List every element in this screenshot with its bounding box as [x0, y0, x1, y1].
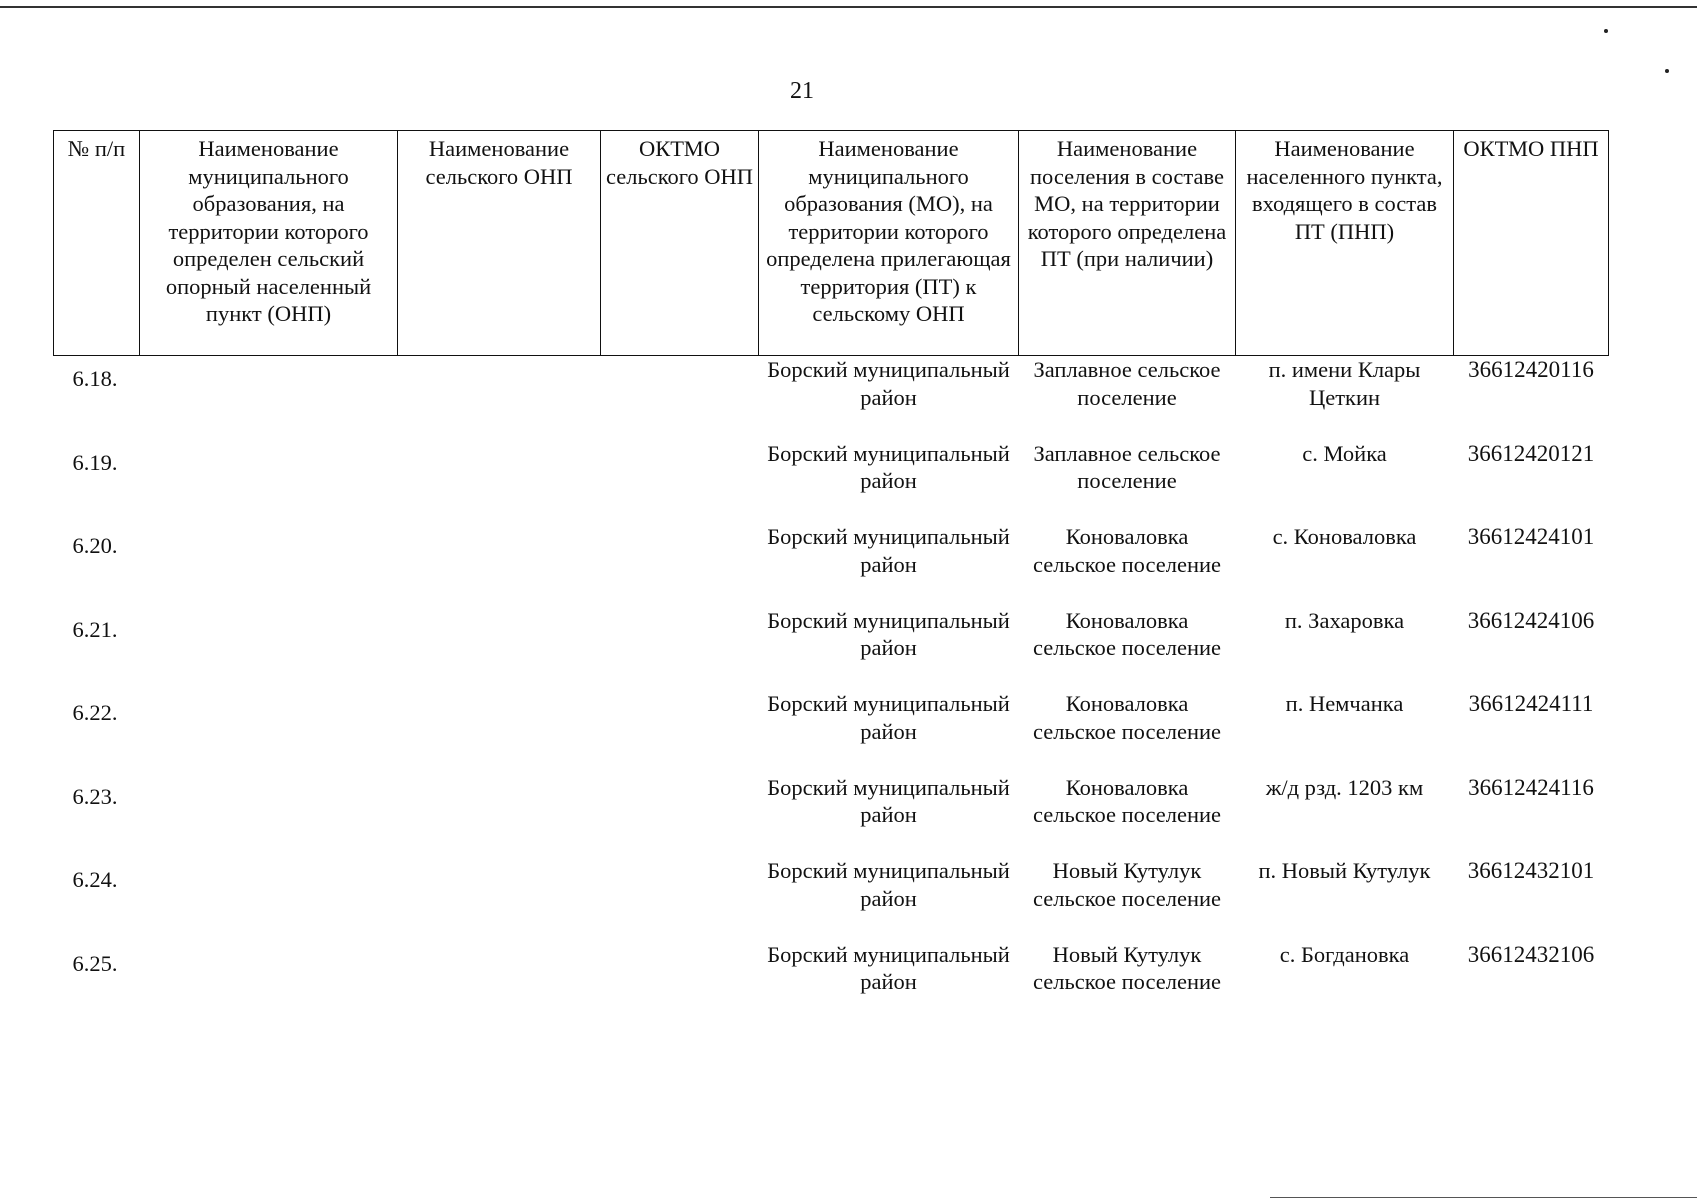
table-row — [54, 690, 1609, 774]
scan-speck — [1604, 29, 1608, 33]
table-header — [54, 131, 1609, 356]
cell-municipality-pt: Борский муниципальный район — [767, 607, 1010, 660]
cell-oktmo-pnp: 36612424116 — [1468, 774, 1594, 800]
cell-oktmo-pnp: 36612424101 — [1467, 524, 1595, 549]
cell-municipality — [140, 523, 398, 607]
cell-oktmo-onp — [601, 607, 759, 691]
cell-oktmo-pnp: 36612420121 — [1467, 440, 1595, 466]
header-oktmo-pnp: ОКТМО ПНП — [1454, 131, 1609, 356]
cell-num: 6.23. — [72, 783, 118, 809]
table-row — [54, 607, 1609, 691]
cell-settlement: Коноваловка сельское поселение — [1032, 524, 1222, 577]
cell-pnp-name: п. Немчанка — [1285, 691, 1404, 716]
cell-pnp-name: ж/д рзд. 1203 км — [1265, 774, 1424, 800]
header-municipality: Наименование муниципального образования, на территории которого определен сельский опорный населенный пункт (ОНП) — [140, 131, 398, 356]
header-num: № п/п — [54, 131, 140, 356]
cell-settlement: Новый Кутулук сельское поселение — [1032, 941, 1222, 994]
header-settlement: Наименование поселения в составе МО, на территории которого определена ПТ (при наличии) — [1019, 131, 1236, 356]
cell-oktmo-pnp: 36612420116 — [1468, 357, 1594, 382]
header-pnp-name: Наименование населенного пункта, входящего в состав ПТ (ПНП) — [1236, 131, 1454, 356]
cell-num: 6.18. — [72, 366, 118, 391]
cell-municipality-pt: Борский муниципальный район — [767, 941, 1010, 994]
cell-municipality — [140, 857, 398, 941]
register-table — [53, 130, 1609, 1024]
cell-oktmo-onp — [601, 941, 759, 1025]
table-row — [54, 774, 1609, 858]
cell-pnp-name: с. Коноваловка — [1272, 524, 1417, 549]
cell-municipality — [140, 440, 398, 524]
scan-speck — [1665, 69, 1669, 73]
cell-pnp-name: п. Захаровка — [1284, 607, 1405, 633]
cell-onp-name — [398, 690, 601, 774]
top-border-line — [0, 6, 1697, 8]
cell-settlement: Коноваловка сельское поселение — [1032, 607, 1222, 660]
cell-oktmo-onp — [601, 440, 759, 524]
cell-num: 6.22. — [72, 700, 118, 725]
cell-municipality — [140, 774, 398, 858]
table-row — [54, 941, 1609, 1025]
cell-pnp-name: п. Новый Кутулук — [1258, 858, 1431, 883]
cell-pnp-name: с. Богдановка — [1279, 941, 1410, 967]
cell-num: 6.21. — [72, 616, 118, 642]
cell-municipality — [140, 690, 398, 774]
cell-oktmo-onp — [601, 774, 759, 858]
cell-oktmo-onp — [601, 857, 759, 941]
bottom-border-line — [1270, 1197, 1697, 1198]
cell-pnp-name: с. Мойка — [1302, 440, 1387, 466]
cell-num: 6.19. — [72, 449, 118, 475]
cell-settlement: Коноваловка сельское поселение — [1032, 774, 1222, 827]
table-row — [54, 857, 1609, 941]
cell-num: 6.25. — [72, 950, 118, 976]
cell-municipality — [140, 941, 398, 1025]
page-number: 21 — [790, 78, 814, 104]
header-municipality-pt: Наименование муниципального образования (МО), на территории которого определена прилегающая территория (ПТ) к сельскому ОНП — [759, 131, 1019, 356]
cell-oktmo-onp — [601, 523, 759, 607]
cell-oktmo-onp — [601, 356, 759, 440]
cell-municipality — [140, 356, 398, 440]
cell-onp-name — [398, 607, 601, 691]
cell-municipality-pt: Борский муниципальный район — [767, 858, 1010, 911]
table-row — [54, 356, 1609, 440]
table-row — [54, 440, 1609, 524]
cell-onp-name — [398, 356, 601, 440]
cell-settlement: Новый Кутулук сельское поселение — [1032, 858, 1222, 911]
cell-settlement: Коноваловка сельское поселение — [1032, 691, 1222, 744]
cell-settlement: Заплавное сельское поселение — [1033, 357, 1221, 410]
cell-pnp-name: п. имени Клары Цеткин — [1268, 357, 1421, 410]
cell-num: 6.20. — [72, 533, 118, 558]
cell-num: 6.24. — [72, 867, 118, 892]
cell-onp-name — [398, 523, 601, 607]
cell-onp-name — [398, 857, 601, 941]
cell-settlement: Заплавное сельское поселение — [1033, 440, 1221, 493]
cell-municipality — [140, 607, 398, 691]
cell-oktmo-pnp: 36612424106 — [1467, 607, 1595, 633]
cell-onp-name — [398, 440, 601, 524]
cell-municipality-pt: Борский муниципальный район — [767, 691, 1010, 744]
cell-municipality-pt: Борский муниципальный район — [767, 524, 1010, 577]
table-row — [54, 523, 1609, 607]
cell-oktmo-onp — [601, 690, 759, 774]
cell-municipality-pt: Борский муниципальный район — [767, 774, 1010, 827]
cell-oktmo-pnp: 36612424111 — [1468, 691, 1594, 716]
cell-oktmo-pnp: 36612432101 — [1467, 858, 1595, 883]
cell-oktmo-pnp: 36612432106 — [1467, 941, 1595, 967]
cell-municipality-pt: Борский муниципальный район — [767, 357, 1010, 410]
cell-municipality-pt: Борский муниципальный район — [767, 440, 1010, 493]
table-body — [54, 356, 1609, 1025]
header-onp-name: Наименование сельского ОНП — [398, 131, 601, 356]
header-oktmo-onp: ОКТМО сельского ОНП — [601, 131, 759, 356]
header-row — [54, 131, 1609, 356]
cell-onp-name — [398, 774, 601, 858]
cell-onp-name — [398, 941, 601, 1025]
